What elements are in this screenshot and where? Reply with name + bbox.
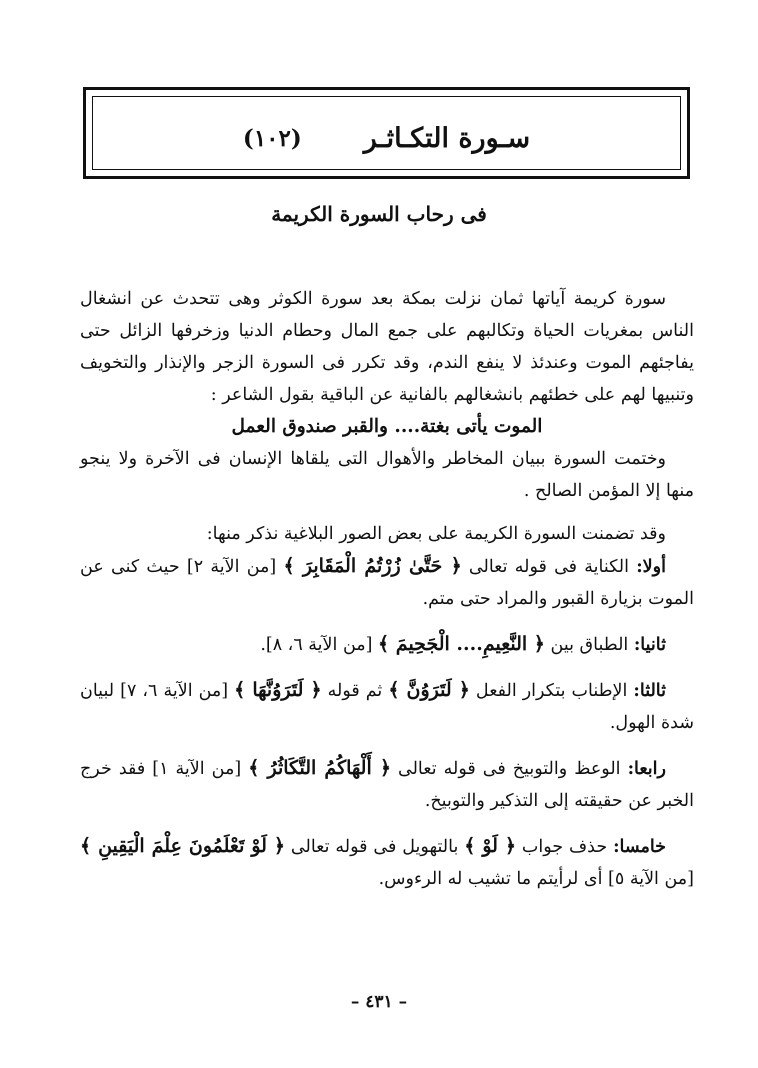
point-1 (80, 550, 694, 615)
point-label: أولا: (636, 557, 666, 577)
point-text: [من الآية ٦، ٨]. (260, 635, 379, 655)
lead-paragraph: وقد تضمنت السورة الكريمة على بعض الصور البلاغية نذكر منها: (206, 524, 666, 544)
point-text: بالتهويل فى قوله تعالى (285, 837, 465, 857)
point-text: ثم قوله (321, 681, 389, 701)
quran-quote: ﴿ حَتَّىٰ زُرْتُمُ الْمَقَابِرَ ﴾ (283, 555, 462, 577)
poetry-verse: الموت يأتى بغتة.... والقبر صندوق العمل (231, 416, 543, 437)
sura-number: (١٠٢) (242, 125, 302, 152)
point-5 (80, 830, 694, 895)
point-label: ثالثا: (633, 681, 667, 701)
quran-quote: ﴿ لَوْ تَعْلَمُونَ عِلْمَ الْيَقِينِ ﴾ (80, 835, 286, 857)
title-row (93, 123, 680, 154)
quran-quote: ﴿ النَّعِيمِ.... الْجَحِيمَ ﴾ (378, 633, 545, 655)
point-text: [من الآية ٥] أى لرأيتم ما تشيب له الرءوس. (378, 869, 694, 889)
quran-quote: ﴿ لَتَرَوُنَّهَا ﴾ (234, 679, 322, 701)
conclusion-paragraph: وختمت السورة ببيان المخاطر والأهوال التى يلقاها الإنسان فى الآخرة ولا ينجو منها إلا المؤمن الصالح . (80, 449, 694, 501)
point-4 (80, 752, 694, 817)
point-text: الطباق بين (544, 635, 634, 655)
page-number: – ٤٣١ – (350, 992, 408, 1012)
quran-quote: ﴿ أَلْهَاكُمُ التَّكَاثُرُ ﴾ (248, 757, 391, 779)
point-label: ثانيا: (633, 635, 666, 655)
section-subtitle: فى رحاب السورة الكريمة (271, 202, 487, 226)
quran-quote: ﴿ لَوْ ﴾ (464, 835, 517, 857)
title-frame-inner (92, 96, 681, 170)
point-text: الكناية فى قوله تعالى (461, 557, 637, 577)
title-frame (83, 87, 690, 179)
point-label: خامسا: (613, 837, 666, 857)
sura-title: سـورة التكـاثـر (363, 123, 531, 154)
point-text: [من الآية ٦، ٧] لبيان شدة الهول. (80, 681, 694, 733)
point-3 (80, 674, 694, 739)
quran-quote: ﴿ لَتَرَوُنَّ ﴾ (388, 679, 470, 701)
point-2 (80, 628, 694, 661)
point-text: الوعظ والتوبيخ فى قوله تعالى (390, 759, 628, 779)
point-text: [من الآية ١] فقد خرج الخبر عن حقيقته إلى التذكير والتوبيخ. (80, 759, 694, 811)
point-label: رابعا: (627, 759, 666, 779)
intro-paragraph: سورة كريمة آياتها ثمان نزلت بمكة بعد سورة الكوثر وهى تتحدث عن انشغال الناس بمغريات الحياة وتكالبهم على جمع المال وحطام الدنيا وزخرفها الزائل حتى يفاجئهم الموت وعندئذ لا ينفع الندم، وقد تكرر فى السورة الزجر والإنذار والتخويف وتنبيها لهم على خطئهم بانشغالهم بالفانية عن الباقية بقول الشاعر : (80, 289, 694, 405)
body-text (80, 283, 694, 895)
point-text: حذف جواب (516, 837, 614, 857)
point-text: الإطناب بتكرار الفعل (469, 681, 634, 701)
point-text: [من الآية ٢] حيث كنى عن الموت بزيارة القبور والمراد حتى متم. (80, 557, 694, 609)
